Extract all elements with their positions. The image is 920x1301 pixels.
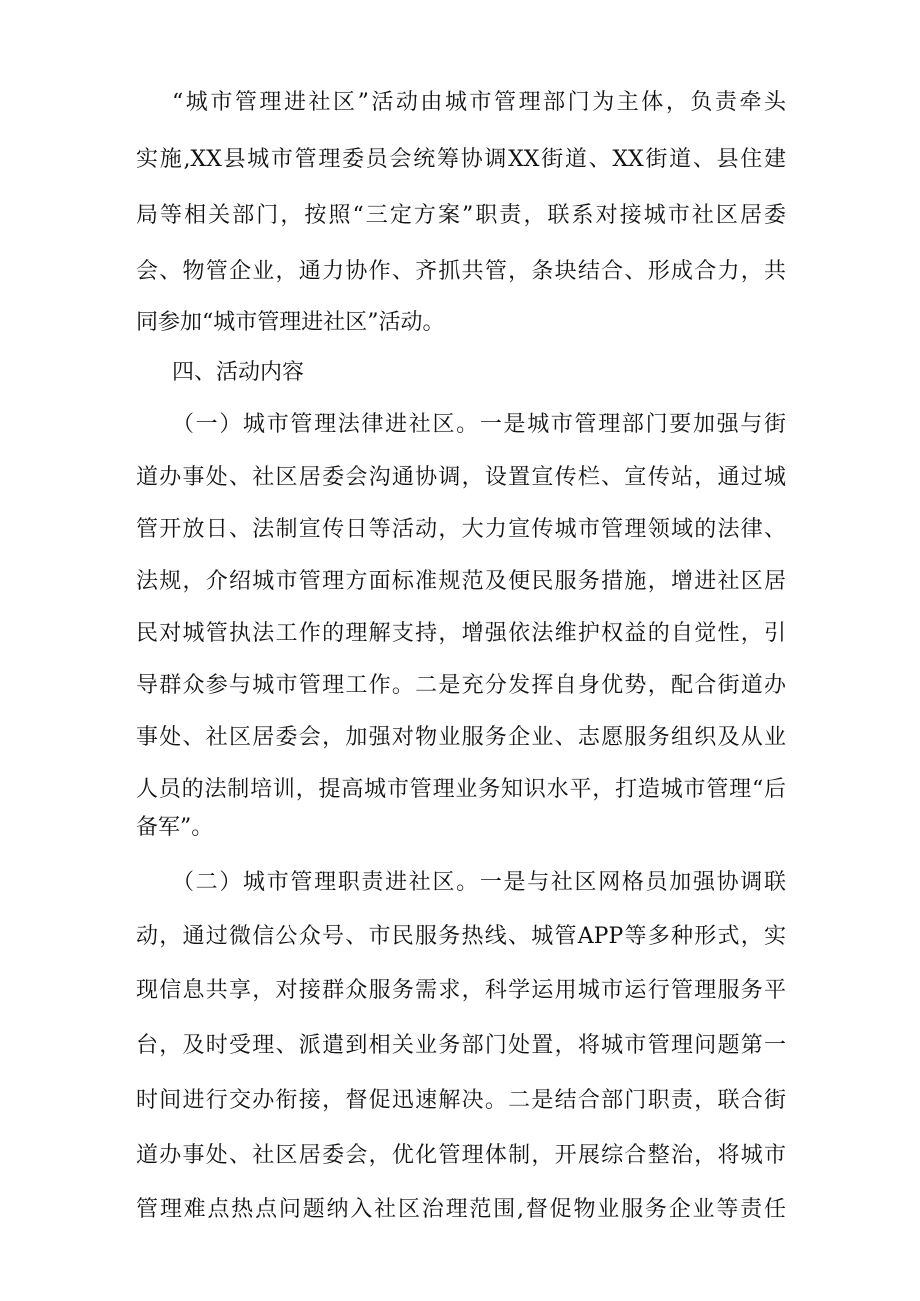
paragraph-line: 民对城管执法工作的理解支持，增强依法维护权益的自觉性，引	[136, 621, 786, 646]
paragraph-line: 局等相关部门，按照“三定方案”职责，联系对接城市社区居委	[136, 203, 786, 228]
paragraph-line: 同参加“城市管理进社区”活动。	[136, 310, 445, 335]
paragraph-line: （一）城市管理法律进社区。一是城市管理部门要加强与街	[172, 412, 786, 437]
paragraph-line: 备军”。	[136, 815, 214, 840]
paragraph-line: 管理难点热点问题纳入社区治理范围,督促物业服务企业等责任	[136, 1197, 786, 1222]
paragraph-line: 时间进行交办衔接，督促迅速解决。二是结合部门职责，联合街	[136, 1088, 786, 1113]
paragraph-line: 动，通过微信公众号、市民服务热线、城管APP等多种形式，实	[136, 924, 786, 949]
paragraph-line: 现信息共享，对接群众服务需求，科学运用城市运行管理服务平	[136, 978, 786, 1003]
paragraph-line: （二）城市管理职责进社区。一是与社区网格员加强协调联	[172, 870, 786, 895]
paragraph-line: 台，及时受理、派遣到相关业务部门处置，将城市管理问题第一	[136, 1033, 786, 1058]
section-heading: 四、活动内容	[172, 360, 305, 385]
paragraph-line: 管开放日、法制宣传日等活动，大力宣传城市管理领域的法律、	[136, 517, 786, 542]
paragraph-line: “城市管理进社区”活动由城市管理部门为主体，负责牵头	[172, 90, 786, 115]
paragraph-line: 法规，介绍城市管理方面标准规范及便民服务措施，增进社区居	[136, 569, 786, 594]
paragraph-line: 会、物管企业，通力协作、齐抓共管，条块结合、形成合力，共	[136, 259, 786, 284]
paragraph-line: 道办事处、社区居委会，优化管理体制，开展综合整治，将城市	[136, 1143, 786, 1168]
paragraph-line: 事处、社区居委会，加强对物业服务企业、志愿服务组织及从业	[136, 725, 786, 750]
paragraph-line: 人员的法制培训，提高城市管理业务知识水平，打造城市管理“后	[136, 777, 786, 802]
paragraph-line: 道办事处、社区居委会沟通协调，设置宣传栏、宣传站，通过城	[136, 465, 786, 490]
paragraph-line: 实施,XX县城市管理委员会统筹协调XX街道、XX街道、县住建	[136, 147, 786, 172]
paragraph-line: 导群众参与城市管理工作。二是充分发挥自身优势，配合街道办	[136, 673, 786, 698]
